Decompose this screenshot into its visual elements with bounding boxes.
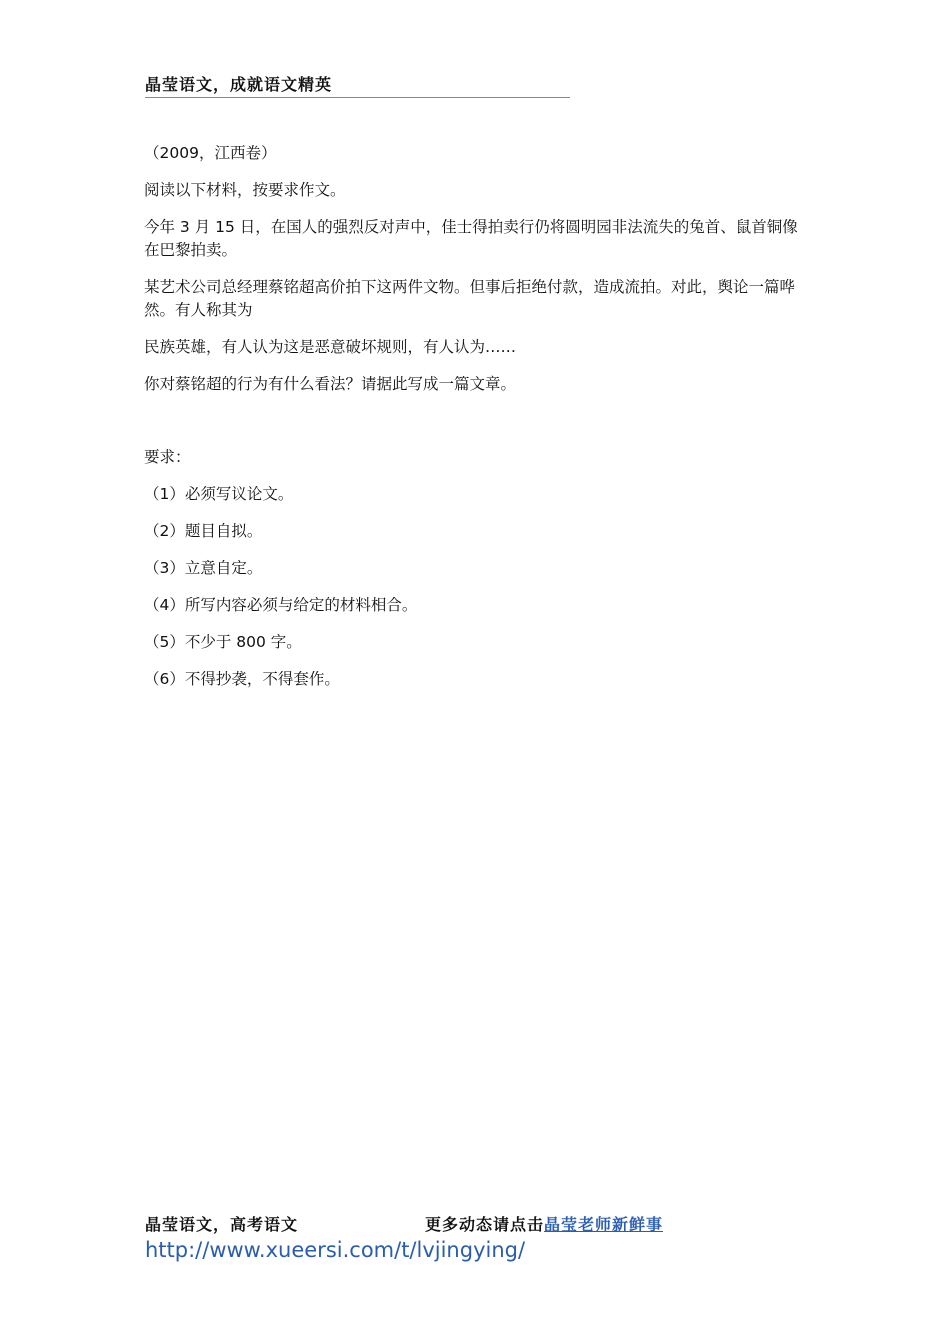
footer-link[interactable]: 晶莹老师新鲜事 xyxy=(544,1215,664,1234)
material-question: 你对蔡铭超的行为有什么看法？请据此写成一篇文章。 xyxy=(144,375,517,393)
requirement-item: （1）必须写议论文。 xyxy=(144,485,294,503)
requirement-item: （2）题目自拟。 xyxy=(144,522,263,540)
footer-url-link[interactable]: http://www.xueersi.com/t/lvjingying/ xyxy=(145,1238,526,1262)
footer-prompt: 更多动态请点击 xyxy=(425,1215,545,1234)
requirements-label: 要求： xyxy=(144,448,191,466)
header-title: 晶莹语文，成就语文精英 xyxy=(145,75,333,94)
requirement-item: （6）不得抄袭，不得套作。 xyxy=(144,670,340,688)
requirement-item: （3）立意自定。 xyxy=(144,559,263,577)
page-footer xyxy=(145,1212,765,1235)
requirement-item: （5）不少于 800 字。 xyxy=(144,633,302,651)
page-header xyxy=(145,72,570,98)
footer-left-text: 晶莹语文，高考语文 xyxy=(145,1215,299,1234)
material-paragraph: 民族英雄，有人认为这是恶意破坏规则，有人认为…… xyxy=(144,338,517,356)
exam-source: （2009，江西卷） xyxy=(144,144,277,162)
document-body xyxy=(144,142,812,705)
requirement-item: （4）所写内容必须与给定的材料相合。 xyxy=(144,596,418,614)
material-paragraph: 某艺术公司总经理蔡铭超高价拍下这两件文物。但事后拒绝付款，造成流拍。对此，舆论一篇哗然。有人称其为 xyxy=(144,278,796,319)
spacer xyxy=(144,410,812,446)
instruction: 阅读以下材料，按要求作文。 xyxy=(144,181,346,199)
material-paragraph: 今年 3 月 15 日，在国人的强烈反对声中，佳士得拍卖行仍将圆明园非法流失的兔首、鼠首铜像在巴黎拍卖。 xyxy=(144,218,798,259)
